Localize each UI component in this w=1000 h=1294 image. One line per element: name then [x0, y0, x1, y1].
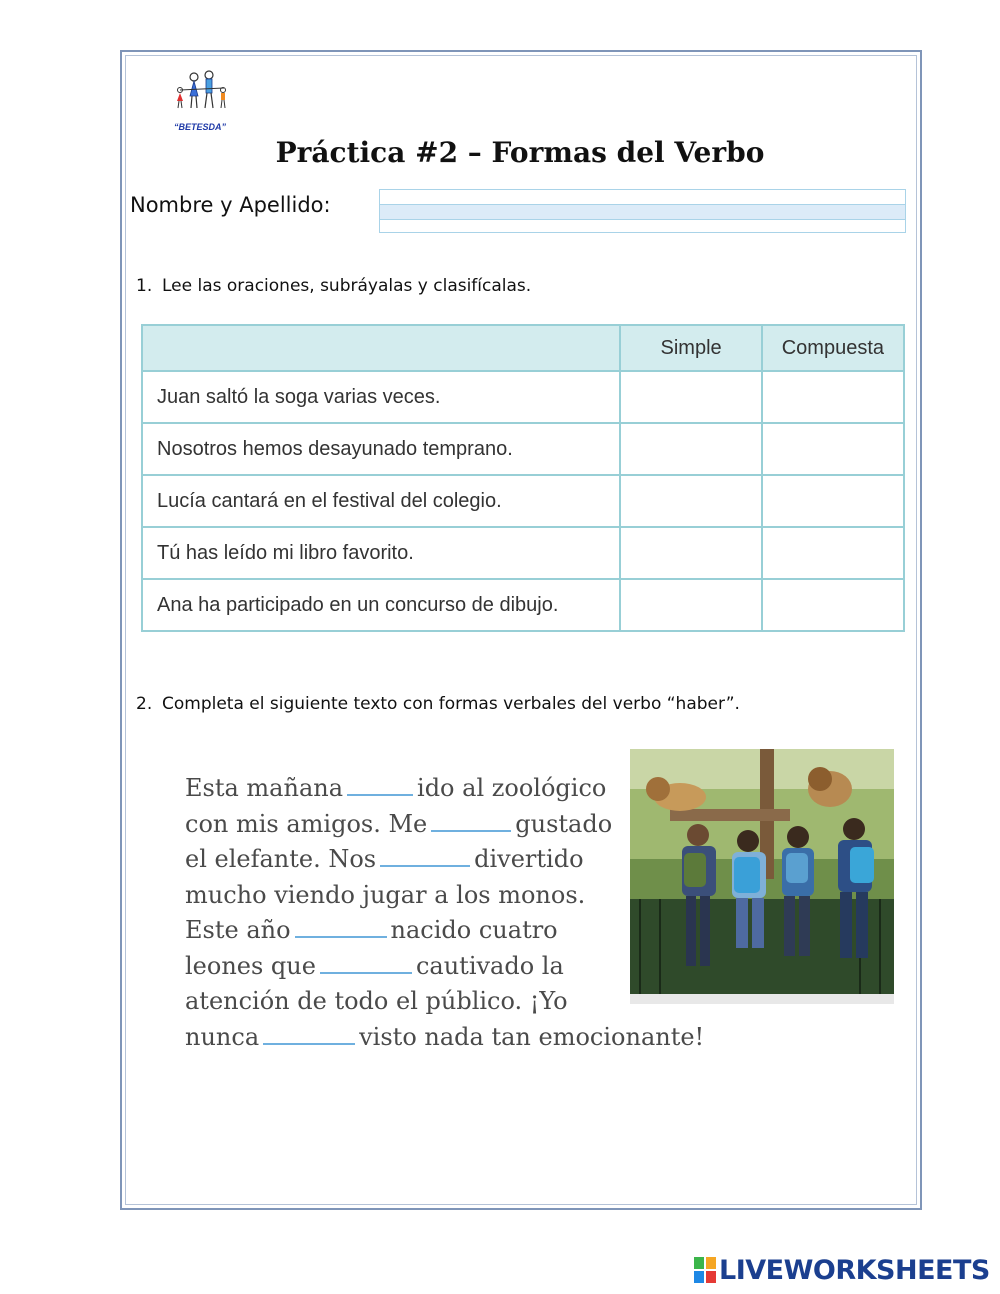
passage-text: nunca — [185, 1022, 260, 1051]
exercise2-instruction — [136, 694, 740, 714]
exercise2-instruction-text: Completa el siguiente texto con formas verbales del verbo “haber”. — [162, 694, 740, 714]
zoo-children-lions-photo — [630, 749, 894, 1004]
compuesta-answer-cell[interactable] — [762, 423, 904, 475]
classification-table — [141, 324, 905, 632]
passage-line — [185, 1020, 704, 1056]
table-row — [142, 371, 904, 423]
blank-input[interactable] — [347, 793, 413, 796]
header-compuesta: Compuesta — [762, 325, 904, 371]
compuesta-answer-cell[interactable] — [762, 475, 904, 527]
passage-text: nacido cuatro — [390, 916, 558, 944]
exercise1-instruction-text: Lee las oraciones, subráyalas y clasifícalas. — [162, 276, 532, 296]
table-header-row — [142, 325, 904, 371]
name-input-band — [380, 204, 905, 220]
liveworksheets-brand — [694, 1254, 990, 1286]
passage-text: gustado — [515, 809, 613, 838]
sentence-cell: Juan saltó la soga varias veces. — [142, 371, 620, 423]
blank-input[interactable] — [295, 935, 387, 938]
passage-text: cautivado la — [415, 951, 564, 980]
blank-input[interactable] — [320, 971, 412, 974]
passage-line — [185, 878, 704, 914]
passage-text: divertido — [474, 845, 584, 873]
passage-line — [185, 949, 704, 985]
passage-text: el elefante. Nos — [185, 845, 377, 873]
simple-answer-cell[interactable] — [620, 423, 761, 475]
passage-text: Esta mañana — [185, 774, 344, 802]
sentence-cell: Nosotros hemos desayunado temprano. — [142, 423, 620, 475]
blank-input[interactable] — [263, 1042, 355, 1045]
sentence-cell: Lucía cantará en el festival del colegio. — [142, 475, 620, 527]
exercise1-number: 1. — [136, 276, 153, 296]
passage-text: Este año — [185, 916, 291, 944]
table-row — [142, 475, 904, 527]
exercise2-number: 2. — [136, 694, 153, 714]
name-input[interactable] — [379, 189, 906, 233]
liveworksheets-logo-icon — [694, 1257, 716, 1283]
passage-text: leones que — [185, 951, 316, 980]
sentence-cell: Ana ha participado en un concurso de dibujo. — [142, 579, 620, 631]
passage-line — [185, 984, 704, 1020]
brand-text: LIVEWORKSHEETS — [719, 1254, 990, 1286]
header-sentence — [142, 325, 620, 371]
passage-line — [185, 842, 704, 878]
passage-line — [185, 771, 704, 807]
passage-text: atención de todo el público. ¡Yo — [185, 987, 568, 1015]
logo-caption: “BETESDA” — [174, 122, 227, 132]
name-label: Nombre y Apellido: — [130, 193, 331, 217]
passage-text: mucho viendo jugar a los monos. — [185, 880, 586, 909]
passage-line — [185, 807, 704, 843]
blank-input[interactable] — [380, 864, 470, 867]
passage-text: visto nada tan emocionante! — [359, 1022, 705, 1051]
passage-line — [185, 913, 704, 949]
compuesta-answer-cell[interactable] — [762, 527, 904, 579]
simple-answer-cell[interactable] — [620, 579, 761, 631]
simple-answer-cell[interactable] — [620, 475, 761, 527]
compuesta-answer-cell[interactable] — [762, 371, 904, 423]
passage-text: ido al zoológico — [417, 774, 607, 802]
simple-answer-cell[interactable] — [620, 371, 761, 423]
table-row — [142, 579, 904, 631]
simple-answer-cell[interactable] — [620, 527, 761, 579]
cloze-passage — [185, 771, 704, 1055]
passage-text: con mis amigos. Me — [185, 809, 428, 838]
blank-input[interactable] — [431, 829, 511, 832]
exercise1-instruction — [136, 276, 531, 296]
page-title: Práctica #2 – Formas del Verbo — [275, 136, 765, 169]
sentence-cell: Tú has leído mi libro favorito. — [142, 527, 620, 579]
table-row — [142, 527, 904, 579]
family-logo-icon — [172, 70, 232, 114]
header-simple: Simple — [620, 325, 761, 371]
compuesta-answer-cell[interactable] — [762, 579, 904, 631]
table-row — [142, 423, 904, 475]
